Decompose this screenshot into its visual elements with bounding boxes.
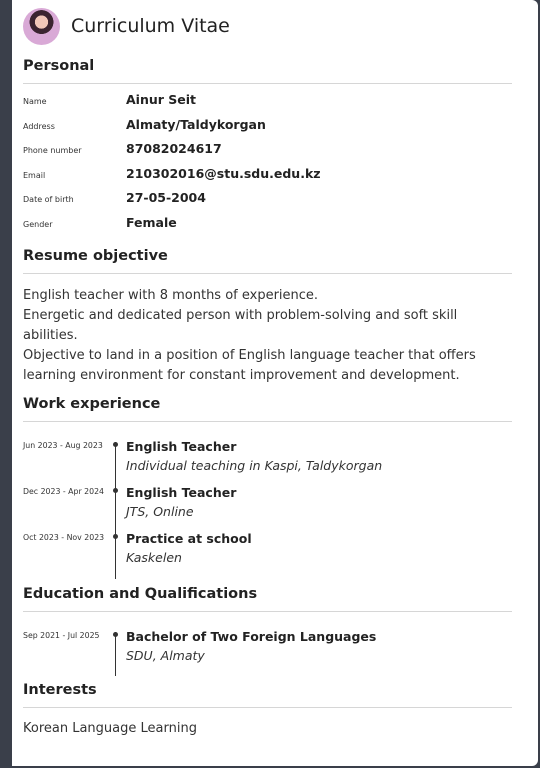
info-label: Address [23, 121, 55, 131]
section-title-work: Work experience [23, 395, 161, 412]
education-details [126, 628, 376, 666]
page-title: Curriculum Vitae [71, 15, 230, 37]
objective-line: English teacher with 8 months of experience. [23, 287, 319, 303]
work-role: Practice at school [126, 530, 252, 546]
info-value: Ainur Seit [126, 92, 197, 107]
section-title-interests: Interests [23, 681, 97, 698]
cv-header [23, 0, 512, 52]
info-label: Email [23, 170, 46, 180]
timeline-dot [113, 488, 118, 493]
cv-document [12, 0, 538, 766]
work-place: Kaskelen [126, 549, 182, 565]
info-label: Gender [23, 219, 53, 229]
education-degree: Bachelor of Two Foreign Languages [126, 628, 377, 644]
education-timeline [23, 628, 512, 676]
objective-line: Objective to land in a position of English language teacher that offers learning environment for constant improvement and development. [23, 348, 476, 384]
info-value: 210302016@stu.sdu.edu.kz [126, 165, 321, 181]
divider [23, 611, 512, 612]
interests-text: Korean Language Learning [23, 720, 197, 736]
info-value: 87082024617 [126, 141, 222, 157]
work-place: Individual teaching in Kaspi, Taldykorgan [126, 457, 383, 473]
info-label: Date of birth [23, 195, 74, 205]
section-title-personal: Personal [23, 58, 95, 74]
work-details [126, 530, 252, 568]
info-row-phone [23, 141, 512, 166]
info-value: 27-05-2004 [126, 190, 206, 206]
timeline-dot [113, 442, 118, 447]
work-role: English Teacher [126, 438, 237, 454]
work-details [126, 484, 236, 522]
work-date: Jun 2023 - Aug 2023 [23, 440, 103, 450]
work-date: Dec 2023 - Apr 2024 [23, 486, 104, 496]
education-date: Sep 2021 - Jul 2025 [23, 630, 100, 640]
info-label: Name [23, 97, 47, 106]
work-item [23, 438, 512, 484]
work-item [23, 484, 512, 530]
divider [23, 83, 512, 84]
objective-line: Energetic and dedicated person with problem-solving and soft skill abilities. [23, 307, 458, 343]
info-row-dob [23, 190, 512, 215]
education-place: SDU, Almaty [126, 647, 205, 663]
info-row-email [23, 166, 512, 191]
info-value: Almaty/Taldykorgan [126, 116, 266, 132]
section-title-objective: Resume objective [23, 247, 168, 264]
divider [23, 707, 512, 708]
section-title-education: Education and Qualifications [23, 585, 258, 602]
avatar [23, 8, 60, 45]
timeline-dot [113, 632, 118, 637]
info-row-name [23, 92, 512, 117]
divider [23, 421, 512, 422]
info-row-address [23, 117, 512, 142]
work-place: JTS, Online [126, 503, 194, 519]
education-item [23, 628, 512, 676]
info-row-gender [23, 215, 512, 240]
work-details [126, 438, 382, 476]
info-label: Phone number [23, 146, 82, 156]
timeline-dot [113, 534, 118, 539]
work-timeline [23, 438, 512, 576]
work-item [23, 530, 512, 576]
info-value: Female [126, 214, 177, 230]
personal-info-table [23, 92, 512, 240]
objective-text [23, 286, 512, 387]
work-date: Oct 2023 - Nov 2023 [23, 532, 105, 542]
work-role: English Teacher [126, 484, 237, 500]
divider [23, 273, 512, 274]
